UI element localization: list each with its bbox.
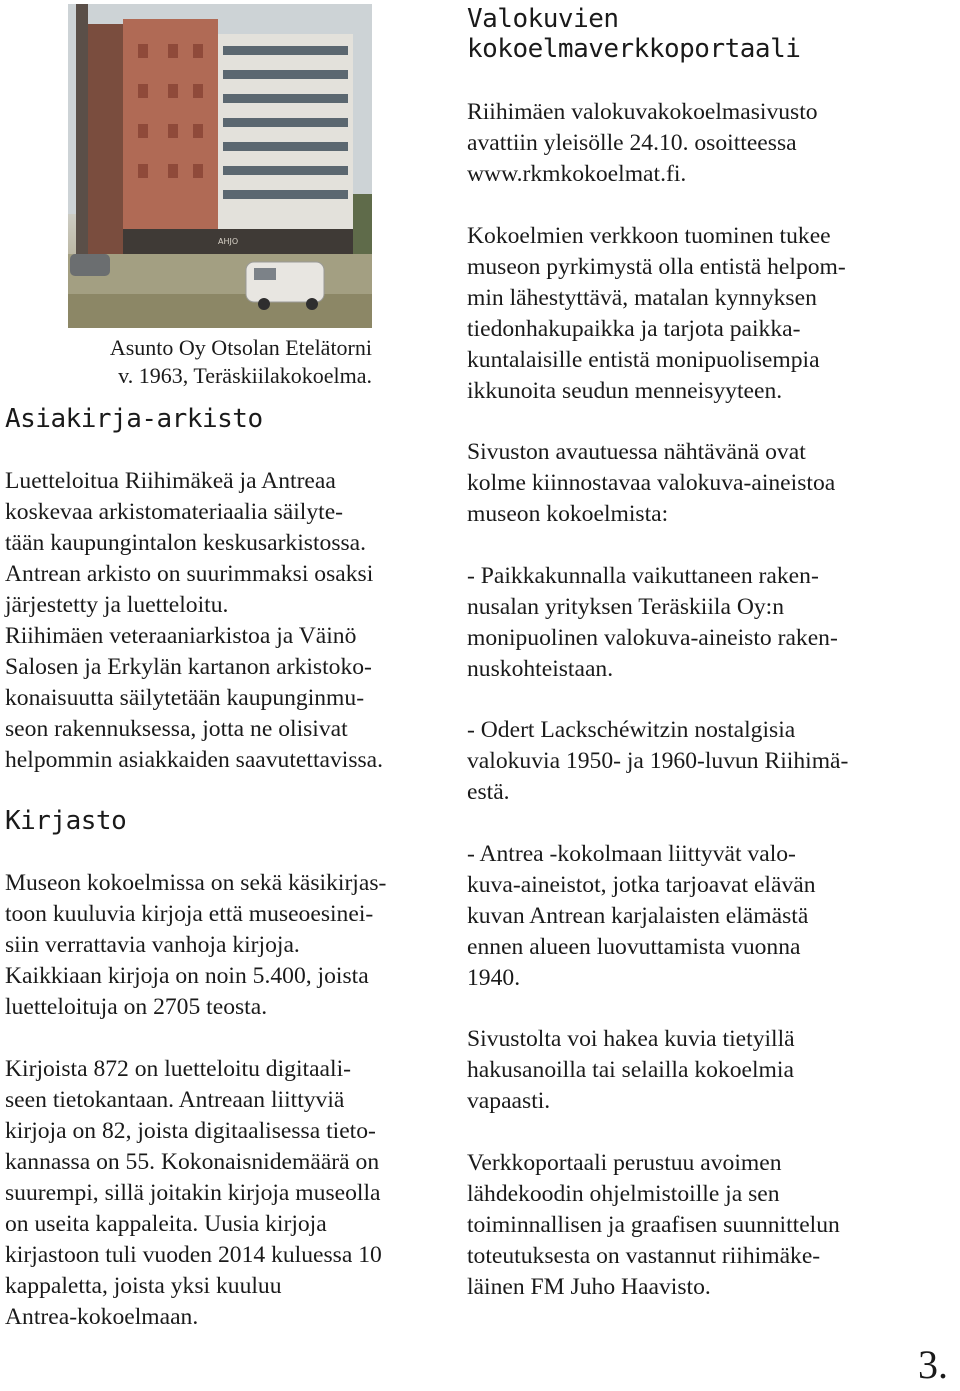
- portal-list-item-3: - Antrea -kokolmaan liittyvät valo- kuva-aineistot, jotka tarjoavat elävän kuvan Antrean karjalaisten elämästä ennen alueen luovuttamista vuonna 1940.: [467, 841, 816, 991]
- caption-line-1: Asunto Oy Otsolan Etelätorni: [109, 335, 372, 360]
- caption-line-2: v. 1963, Teräskiilakokoelma.: [118, 363, 372, 388]
- portal-paragraph-3: Sivuston avautuessa nähtävänä ovat kolme kiinnostavaa valokuva-aineistoa museon kokoelmista:: [467, 439, 836, 527]
- photo-caption: [90, 334, 372, 390]
- portal-paragraph-2: Kokoelmien verkkoon tuominen tukee museon pyrkimystä olla entistä helpom- min lähestyttävä, matalan kynnyksen tiedonhakupaikka ja tarjota paikka- kuntalaisille entistä monipuolisempia ikkunoita seudun menneisyyteen.: [467, 223, 846, 404]
- archive-paragraph: Luetteloitua Riihimäkeä ja Antreaa koskevaa arkistomateriaalia säilyte- tään kaupungintalon keskusarkistossa. Antrean arkisto on suurimmaksi osaksi järjestetty ja luetteloitu. Riihimäen veteraaniarkistoa ja Väinö Salosen ja Erkylän kartanon arkistoko- konaisuutta säilytetään kaupunginmu- seon rakennuksessa, jotta ne olisivat helpommin asiakkaiden saavutettavissa.: [5, 468, 384, 773]
- archive-heading: Asiakirja-arkisto: [5, 404, 263, 434]
- library-heading: Kirjasto: [5, 806, 127, 836]
- portal-list-item-1: - Paikkakunnalla vaikuttaneen raken- nusalan yrityksen Teräskiila Oy:n monipuolinen valokuva-aineisto raken- nuskohteistaan.: [467, 563, 838, 682]
- portal-heading: Valokuvien kokoelmaverkkoportaali: [467, 4, 801, 64]
- building-photo: [68, 4, 372, 328]
- building-illustration: [68, 4, 372, 328]
- portal-list-item-2: - Odert Lackschéwitzin nostalgisia valokuvia 1950- ja 1960-luvun Riihimä- estä.: [467, 717, 849, 805]
- shop-sign: AHJO: [218, 237, 239, 246]
- library-paragraph-1: Museon kokoelmissa on sekä käsikirjas- toon kuuluvia kirjoja että museoesinei- siin verrattavia vanhoja kirjoja. Kaikkiaan kirjoja on noin 5.400, joista luetteloituja on 2705 teosta.: [5, 870, 387, 1020]
- page-number: 3.: [918, 1342, 948, 1387]
- library-paragraph-2: Kirjoista 872 on luetteloitu digitaali- seen tietokantaan. Antreaan liittyviä kirjoja on 82, joista digitaalisessa tieto- kannassa on 55. Kokonaisnidemäärä on suurempi, sillä joitakin kirjoja museolla on useita kappaleita. Uusia kirjoja kirjastoon tuli vuoden 2014 kuluessa 10 kappaletta, joista yksi kuuluu Antrea-kokoelmaan.: [5, 1056, 382, 1330]
- portal-paragraph-5: Verkkoportaali perustuu avoimen lähdekoodin ohjelmistoille ja sen toiminnallisen ja graafisen suunnittelun toteutuksesta on vastannut riihimäke- läinen FM Juho Haavisto.: [467, 1150, 840, 1300]
- portal-paragraph-4: Sivustolta voi hakea kuvia tietyillä hakusanoilla tai selailla kokoelmia vapaasti.: [467, 1026, 795, 1114]
- portal-paragraph-1: Riihimäen valokuvakokoelmasivusto avattiin yleisölle 24.10. osoitteessa www.rkmkokoelmat.fi.: [467, 99, 818, 187]
